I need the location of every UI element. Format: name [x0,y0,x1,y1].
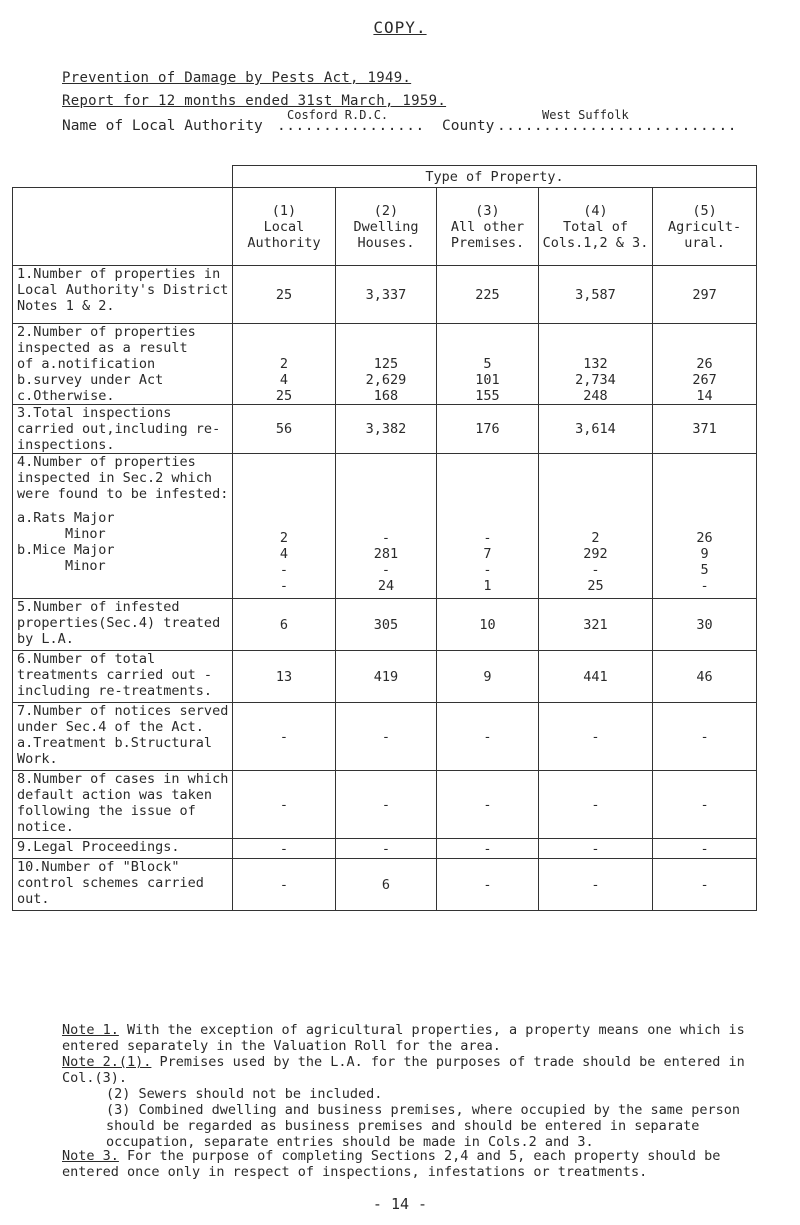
table-row: 5.Number of infested properties(Sec.4) treated by L.A. 6 305 10 321 30 [13,599,757,651]
authority-value: Cosford R.D.C. [287,108,389,122]
type-of-property-header: Type of Property. [233,166,757,188]
table-row: 2.Number of properties inspected as a result of a.notification b.survey under Act c.Otherwise. 2 4 25 125 2,629 168 5 101 155 132 2,734 248 26 267 14 [13,324,757,405]
note-2-2: (2) Sewers should not be included. [106,1086,383,1102]
col-2-header: (2) Dwelling Houses. [336,188,437,266]
col-3-header: (3) All other Premises. [437,188,539,266]
county-label: County [442,118,495,134]
table-row: 1.Number of properties in Local Authority's District Notes 1 & 2. 25 3,337 225 3,587 297 [13,266,757,324]
col-5-header: (5) Agricult- ural. [653,188,757,266]
col-1-header: (1) Local Authority [233,188,336,266]
note-2-3: (3) Combined dwelling and business premises, where occupied by the same person should be regarded as business premises and should be entered in separate occupation, separate entries should be made in Cols.2 and 3. [106,1102,740,1150]
table-row: 9.Legal Proceedings. - - - - - [13,839,757,859]
table-row: 10.Number of "Block" control schemes carried out. - 6 - - - [13,859,757,911]
table-row: 4.Number of properties inspected in Sec.2 which were found to be infested: a.Rats Major Minor b.Mice Major Minor 2 4 - - - 281 - 24 - 7 - 1 2 292 - 25 26 9 5 - [13,454,757,599]
report-title: Prevention of Damage by Pests Act, 1949. [62,70,412,86]
report-period: Report for 12 months ended 31st March, 1959. [62,93,447,109]
county-value: West Suffolk [542,108,629,122]
page-number: - 14 - [372,1195,428,1213]
table-row: 7.Number of notices served under Sec.4 of the Act. a.Treatment b.Structural Work. - - - - - [13,703,757,771]
table-row: 6.Number of total treatments carried out - including re-treatments. 13 419 9 441 46 [13,651,757,703]
note-3: Note 3. For the purpose of completing Sections 2,4 and 5, each property should be entered once only in respect of inspections, infestations or treatments. [62,1148,721,1180]
note-1: Note 1. With the exception of agricultural properties, a property means one which is entered separately in the Valuation Roll for the area. [62,1022,745,1054]
col-4-header: (4) Total of Cols.1,2 & 3. [539,188,653,266]
note-2: Note 2.(1). Premises used by the L.A. for the purposes of trade should be entered in Col.(3). [62,1054,745,1086]
property-table [12,165,757,911]
copy-label: COPY. [373,18,427,37]
table-row: 3.Total inspections carried out,including re-inspections. 56 3,382 176 3,614 371 [13,405,757,454]
table-row: 8.Number of cases in which default action was taken following the issue of notice. - - - - - [13,771,757,839]
authority-label: Name of Local Authority [62,118,263,134]
